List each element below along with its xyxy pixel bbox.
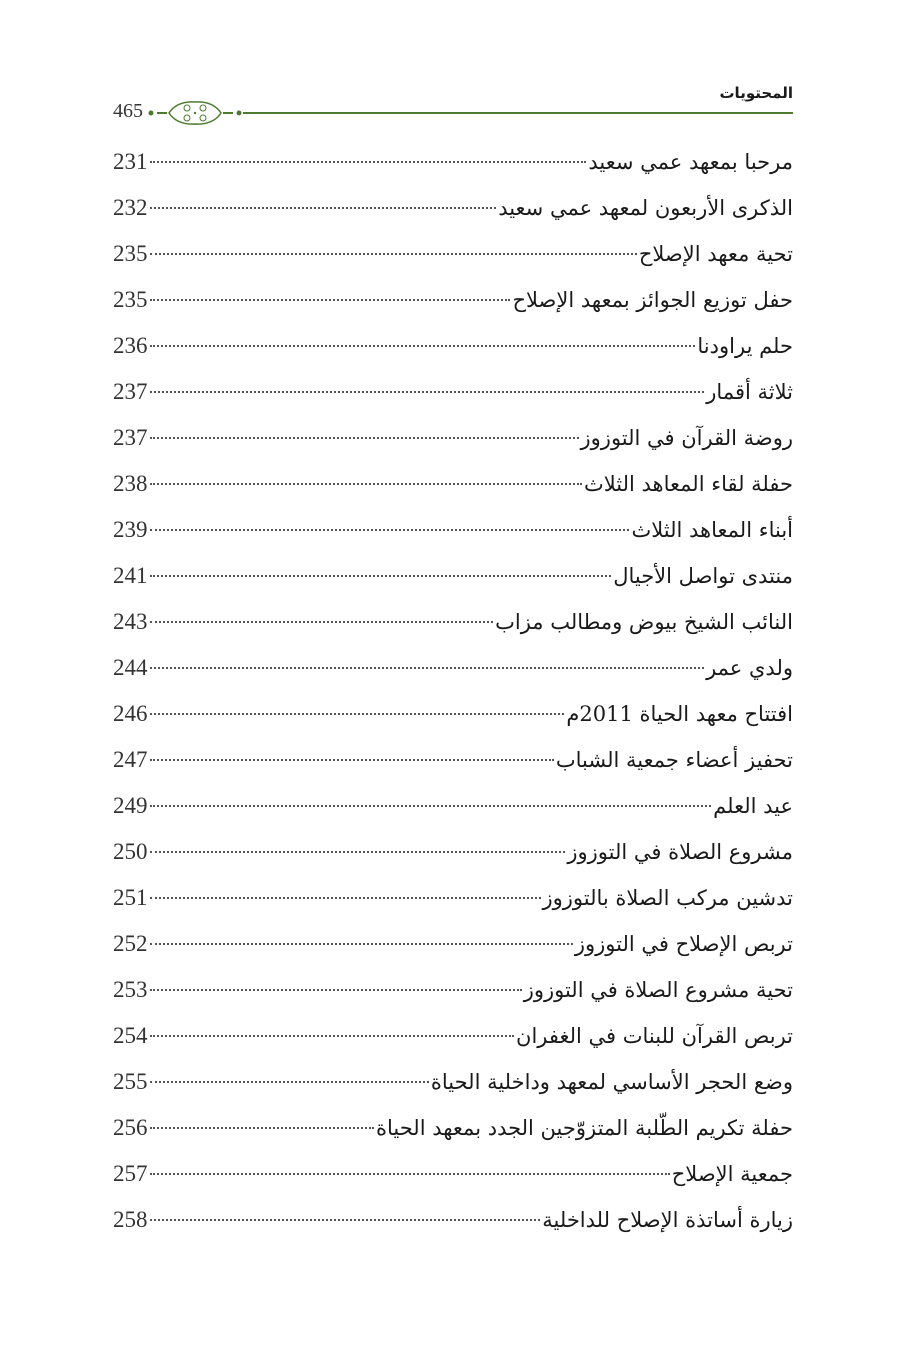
- entry-title: حفل توزيع الجوائز بمعهد الإصلاح: [512, 288, 793, 312]
- entry-page: 235: [113, 241, 148, 266]
- toc-entry: [113, 142, 793, 188]
- entry-title: حفلة لقاء المعاهد الثلاث: [583, 472, 793, 496]
- toc-entry: [113, 280, 793, 326]
- dot-leader: [150, 529, 630, 531]
- toc-entry: [113, 832, 793, 878]
- dot-leader: [150, 391, 705, 393]
- dot-leader: [150, 897, 541, 899]
- dot-leader: [150, 253, 637, 255]
- dot-leader: [150, 207, 497, 209]
- entry-title: مرحبا بمعهد عمي سعيد: [588, 150, 793, 174]
- table-of-contents: [113, 142, 793, 1246]
- entry-page: 257: [113, 1161, 148, 1186]
- page-number: 465: [113, 100, 143, 122]
- entry-title: عيد العلم: [713, 794, 793, 818]
- dot-leader: [150, 575, 612, 577]
- entry-page: 243: [113, 609, 148, 634]
- toc-entry: [113, 556, 793, 602]
- toc-entry: [113, 372, 793, 418]
- dot-leader: [150, 1127, 375, 1129]
- entry-title: ثلاثة أقمار: [706, 380, 793, 404]
- dot-leader: [150, 1219, 541, 1221]
- toc-entry: [113, 740, 793, 786]
- dot-leader: [150, 1035, 515, 1037]
- running-header: [113, 84, 793, 124]
- dot-leader: [150, 1081, 429, 1083]
- entry-title: افتتاح معهد الحياة 2011م: [566, 702, 793, 726]
- entry-page: 256: [113, 1115, 148, 1140]
- dot-leader: [150, 805, 712, 807]
- entry-page: 246: [113, 701, 148, 726]
- entry-page: 249: [113, 793, 148, 818]
- toc-entry: [113, 694, 793, 740]
- entry-page: 247: [113, 747, 148, 772]
- header-rule: [243, 112, 793, 114]
- entry-page: 250: [113, 839, 148, 864]
- toc-entry: [113, 1200, 793, 1246]
- entry-title: روضة القرآن في التوزوز: [580, 426, 793, 450]
- entry-title: مشروع الصلاة في التوزوز: [567, 840, 793, 864]
- entry-title: تحفيز أعضاء جمعية الشباب: [555, 748, 793, 772]
- entry-title: تربص الإصلاح في التوزوز: [574, 932, 793, 956]
- entry-page: 255: [113, 1069, 148, 1094]
- dot-leader: [150, 1173, 670, 1175]
- entry-title: أبناء المعاهد الثلاث: [631, 518, 793, 542]
- entry-page: 239: [113, 517, 148, 542]
- toc-entry: [113, 924, 793, 970]
- toc-entry: [113, 234, 793, 280]
- entry-title: تربص القرآن للبنات في الغفران: [516, 1024, 793, 1048]
- toc-entry: [113, 878, 793, 924]
- entry-title: جمعية الإصلاح: [671, 1162, 793, 1186]
- entry-title: وضع الحجر الأساسي لمعهد وداخلية الحياة: [430, 1070, 793, 1094]
- toc-entry: [113, 464, 793, 510]
- toc-entry: [113, 1154, 793, 1200]
- toc-entry: [113, 188, 793, 234]
- dot-leader: [150, 713, 565, 715]
- dot-leader: [150, 851, 566, 853]
- ornament-icon: [147, 98, 243, 128]
- entry-title: النائب الشيخ بيوض ومطالب مزاب: [495, 610, 793, 634]
- dot-leader: [150, 161, 587, 163]
- dot-leader: [150, 759, 554, 761]
- toc-entry: [113, 326, 793, 372]
- toc-entry: [113, 648, 793, 694]
- dot-leader: [150, 943, 573, 945]
- entry-page: 251: [113, 885, 148, 910]
- entry-page: 253: [113, 977, 148, 1002]
- toc-entry: [113, 970, 793, 1016]
- entry-title: تدشين مركب الصلاة بالتوزوز: [542, 886, 793, 910]
- dot-leader: [150, 483, 582, 485]
- entry-page: 244: [113, 655, 148, 680]
- toc-entry: [113, 1016, 793, 1062]
- toc-entry: [113, 1108, 793, 1154]
- dot-leader: [150, 437, 579, 439]
- entry-page: 252: [113, 931, 148, 956]
- entry-title: الذكرى الأربعون لمعهد عمي سعيد: [498, 196, 793, 220]
- dot-leader: [150, 299, 511, 301]
- entry-page: 237: [113, 425, 148, 450]
- toc-entry: [113, 418, 793, 464]
- dot-leader: [150, 989, 522, 991]
- toc-entry: [113, 786, 793, 832]
- entry-page: 258: [113, 1207, 148, 1232]
- dot-leader: [150, 667, 705, 669]
- entry-page: 235: [113, 287, 148, 312]
- dot-leader: [150, 621, 494, 623]
- toc-entry: [113, 1062, 793, 1108]
- entry-page: 236: [113, 333, 148, 358]
- entry-title: ولدي عمر: [706, 656, 793, 680]
- entry-title: تحية معهد الإصلاح: [638, 242, 793, 266]
- entry-title: منتدى تواصل الأجيال: [613, 564, 793, 588]
- entry-page: 241: [113, 563, 148, 588]
- entry-title: زيارة أساتذة الإصلاح للداخلية: [542, 1208, 793, 1232]
- header-title: المحتويات: [719, 84, 793, 102]
- dot-leader: [150, 345, 696, 347]
- entry-page: 232: [113, 195, 148, 220]
- entry-title: حفلة تكريم الطّلبة المتزوّجين الجدد بمعهد الحياة: [376, 1116, 793, 1140]
- entry-page: 231: [113, 149, 148, 174]
- toc-entry: [113, 602, 793, 648]
- entry-page: 238: [113, 471, 148, 496]
- entry-title: تحية مشروع الصلاة في التوزوز: [523, 978, 793, 1002]
- entry-title: حلم يراودنا: [697, 334, 793, 358]
- toc-entry: [113, 510, 793, 556]
- entry-page: 237: [113, 379, 148, 404]
- entry-page: 254: [113, 1023, 148, 1048]
